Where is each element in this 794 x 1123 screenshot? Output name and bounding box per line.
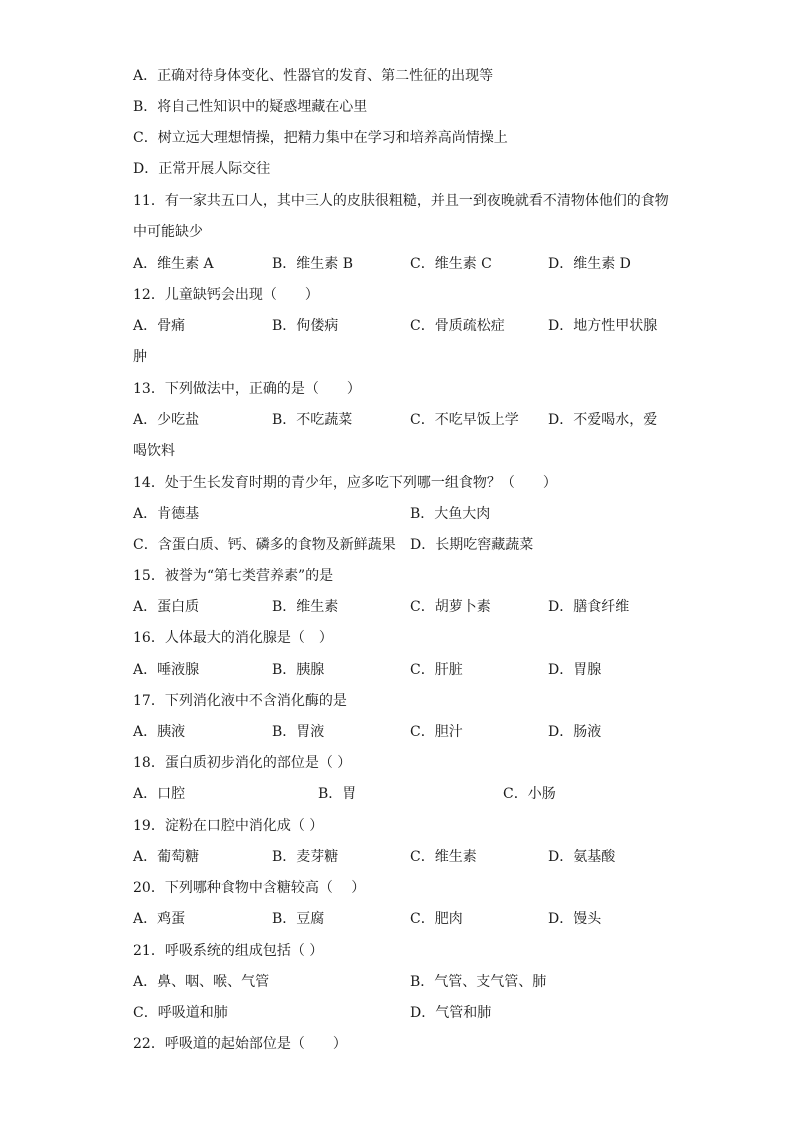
q18-option-c: C．小肠	[503, 786, 556, 802]
q17-option-a: A．胰液	[133, 724, 186, 740]
q15-option-a: A．蛋白质	[133, 599, 200, 615]
q12-option-d: D．地方性甲状腺	[548, 318, 658, 334]
q13-stem: 13．下列做法中，正确的是（ ）	[133, 381, 361, 397]
q13-option-d-cont: 喝饮料	[133, 443, 175, 459]
q16-option-b: B．胰腺	[272, 662, 325, 678]
q16-option-c: C．肝脏	[410, 662, 463, 678]
q14-option-c: C．含蛋白质、钙、磷多的食物及新鲜蔬果	[133, 537, 396, 553]
q17-option-d: D．肠液	[548, 724, 602, 740]
q16-stem: 16．人体最大的消化腺是（ ）	[133, 630, 333, 646]
q12-option-b: B．佝偻病	[272, 318, 339, 334]
q11-option-d: D．维生素 D	[548, 256, 631, 272]
q10-option-b: B．将自己性知识中的疑惑埋藏在心里	[133, 99, 368, 115]
q11-stem: 11．有一家共五口人，其中三人的皮肤很粗糙，并且一到夜晚就看不清物体他们的食物	[133, 193, 669, 209]
q21-stem: 21．呼吸系统的组成包括（ ）	[133, 943, 324, 959]
q16-option-a: A．唾液腺	[133, 662, 200, 678]
q20-option-c: C．肥肉	[410, 911, 463, 927]
q14-option-a: A．肯德基	[133, 506, 200, 522]
q12-option-a: A．骨痛	[133, 318, 186, 334]
q19-option-b: B．麦芽糖	[272, 849, 339, 865]
q13-option-d: D．不爱喝水，爱	[548, 412, 658, 428]
q11-option-c: C．维生素 C	[410, 256, 492, 272]
q15-stem: 15．被誉为“第七类营养素”的是	[133, 568, 334, 584]
q19-option-d: D．氨基酸	[548, 849, 616, 865]
q10-option-a: A．正确对待身体变化、性器官的发育、第二性征的出现等	[133, 68, 494, 84]
q13-option-b: B．不吃蔬菜	[272, 412, 353, 428]
q16-option-d: D．胃腺	[548, 662, 602, 678]
q19-stem: 19．淀粉在口腔中消化成（ ）	[133, 818, 324, 834]
q18-option-b: B．胃	[318, 786, 357, 802]
q14-option-d: D．长期吃窖藏蔬菜	[410, 537, 534, 553]
q17-option-b: B．胃液	[272, 724, 325, 740]
q10-option-c: C．树立远大理想情操，把精力集中在学习和培养高尚情操上	[133, 130, 508, 146]
q15-option-b: B．维生素	[272, 599, 339, 615]
q11-stem-cont: 中可能缺少	[133, 224, 203, 240]
q14-stem: 14．处于生长发育时期的青少年，应多吃下列哪一组食物？（ ）	[133, 475, 557, 491]
q20-option-d: D．馒头	[548, 911, 602, 927]
q19-option-a: A．葡萄糖	[133, 849, 200, 865]
q21-option-c: C．呼吸道和肺	[133, 1005, 228, 1021]
q15-option-c: C．胡萝卜素	[410, 599, 491, 615]
q20-option-b: B．豆腐	[272, 911, 325, 927]
q12-option-c: C．骨质疏松症	[410, 318, 505, 334]
q10-option-d: D．正常开展人际交往	[133, 161, 271, 177]
q20-option-a: A．鸡蛋	[133, 911, 186, 927]
q19-option-c: C．维生素	[410, 849, 477, 865]
q11-option-a: A．维生素 A	[133, 256, 214, 272]
q17-stem: 17．下列消化液中不含消化酶的是	[133, 693, 347, 709]
q13-option-a: A．少吃盐	[133, 412, 200, 428]
q12-option-d-cont: 肿	[133, 349, 147, 365]
q12-stem: 12．儿童缺钙会出现（ ）	[133, 287, 319, 303]
q20-stem: 20．下列哪种食物中含糖较高（ ）	[133, 880, 366, 896]
q17-option-c: C．胆汁	[410, 724, 463, 740]
q22-stem: 22．呼吸道的起始部位是（ ）	[133, 1036, 347, 1052]
q14-option-b: B．大鱼大肉	[410, 506, 491, 522]
q21-option-b: B．气管、支气管、肺	[410, 974, 547, 990]
q15-option-d: D．膳食纤维	[548, 599, 630, 615]
q21-option-a: A．鼻、咽、喉、气管	[133, 974, 270, 990]
q18-stem: 18．蛋白质初步消化的部位是（ ）	[133, 755, 352, 771]
q21-option-d: D．气管和肺	[410, 1005, 492, 1021]
q18-option-a: A．口腔	[133, 786, 186, 802]
q11-option-b: B．维生素 B	[272, 256, 354, 272]
q13-option-c: C．不吃早饭上学	[410, 412, 519, 428]
